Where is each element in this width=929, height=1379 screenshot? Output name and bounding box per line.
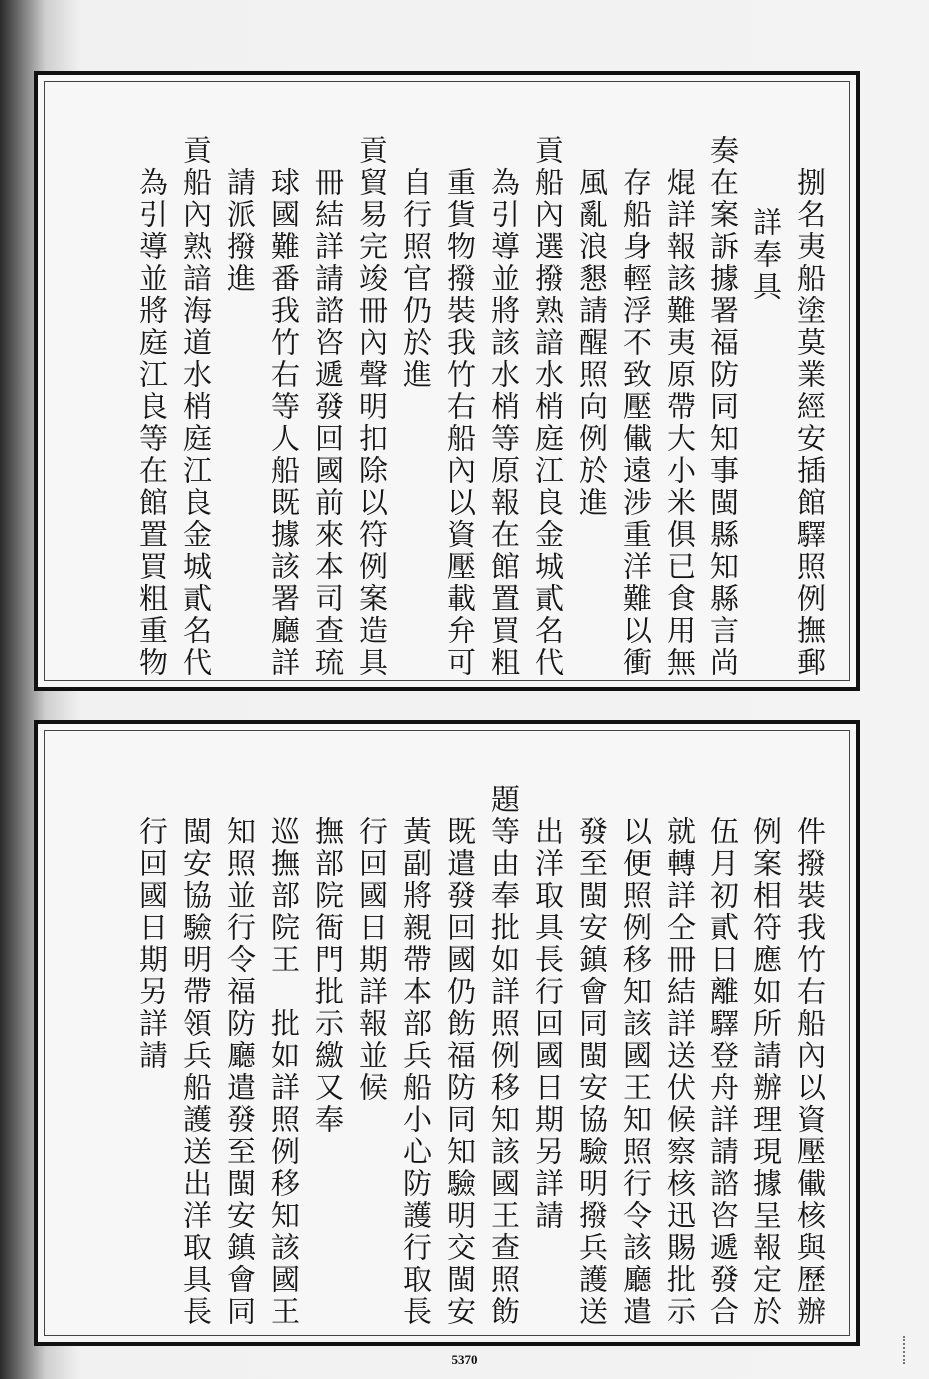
text-column: 題等由奉批如詳照例移知該國王查照飭 — [487, 784, 521, 1328]
text-column: 以便照例移知該國王知照行令該廳遣 — [619, 816, 653, 1328]
text-column: 捌名夷船塗莫業經安插館驛照例撫郵 — [793, 167, 827, 679]
text-column: 焜詳報該難夷原帶大小米俱已食用無 — [663, 167, 697, 679]
text-column: 自行照官仍於進 — [399, 167, 433, 391]
text-column: 知照並行令福防廳遣發至閩安鎮會同 — [223, 816, 257, 1328]
text-column: 貢船內選撥熟諳水梢庭江良金城貳名代 — [531, 135, 565, 679]
scan-edge-mark — [903, 1336, 917, 1364]
text-column: 貢貿易完竣冊內聲明扣除以符例案造具 — [355, 135, 389, 679]
text-column: 例案相符應如所請辦理現據呈報定於 — [749, 816, 783, 1328]
text-column: 奏在案訴據署福防同知事閩縣知縣言尚 — [706, 135, 740, 679]
text-column: 就轉詳仝冊結詳送伏候察核迅賜批示 — [663, 816, 697, 1328]
text-column: 閩安協驗明帶領兵船護送出洋取具長 — [179, 816, 213, 1328]
text-column: 冊結詳請諮咨遞發回國前來本司查琉 — [311, 167, 345, 679]
text-column: 黃副將親帶本部兵船小心防護行取長 — [399, 816, 433, 1328]
text-column: 為引導並將該水梢等原報在館置買粗 — [487, 167, 521, 679]
bottom-document-panel — [34, 720, 860, 1346]
text-column: 存船身輕浮不致壓儎遠涉重洋難以衝 — [619, 167, 653, 679]
text-column: 詳奉具 — [749, 207, 783, 303]
text-column: 巡撫部院王 批如詳照例移知該國王 — [267, 816, 301, 1328]
top-document-panel — [34, 71, 860, 691]
page-number: 5370 — [451, 1352, 478, 1367]
text-column: 貢船內熟諳海道水梢庭江良金城貳名代 — [179, 135, 213, 679]
text-column: 撫部院衙門批示繳又奉 — [311, 816, 345, 1136]
text-column: 行回國日期另詳請 — [135, 816, 169, 1072]
text-column: 球國難番我竹右等人船既據該署廳詳 — [267, 167, 301, 679]
text-column: 行回國日期詳報並候 — [355, 816, 389, 1104]
bottom-panel-columns — [38, 724, 856, 1342]
text-column: 風亂浪懇請醒照向例於進 — [575, 167, 609, 519]
text-column: 既遣發回國仍飭福防同知驗明交閩安 — [443, 816, 477, 1328]
text-column: 請派撥進 — [223, 167, 257, 295]
text-column: 為引導並將庭江良等在館置買粗重物 — [135, 167, 169, 679]
top-panel-columns — [38, 75, 856, 687]
text-column: 伍月初貳日離驛登舟詳請諮咨遞發合 — [706, 816, 740, 1328]
text-column: 重貨物撥裝我竹右船內以資壓載弁可 — [443, 167, 477, 679]
text-column: 出洋取具長行回國日期另詳請 — [531, 816, 565, 1232]
text-column: 發至閩安鎮會同閩安協驗明撥兵護送 — [575, 816, 609, 1328]
text-column: 件撥裝我竹右船內以資壓儎核與歷辦 — [793, 816, 827, 1328]
